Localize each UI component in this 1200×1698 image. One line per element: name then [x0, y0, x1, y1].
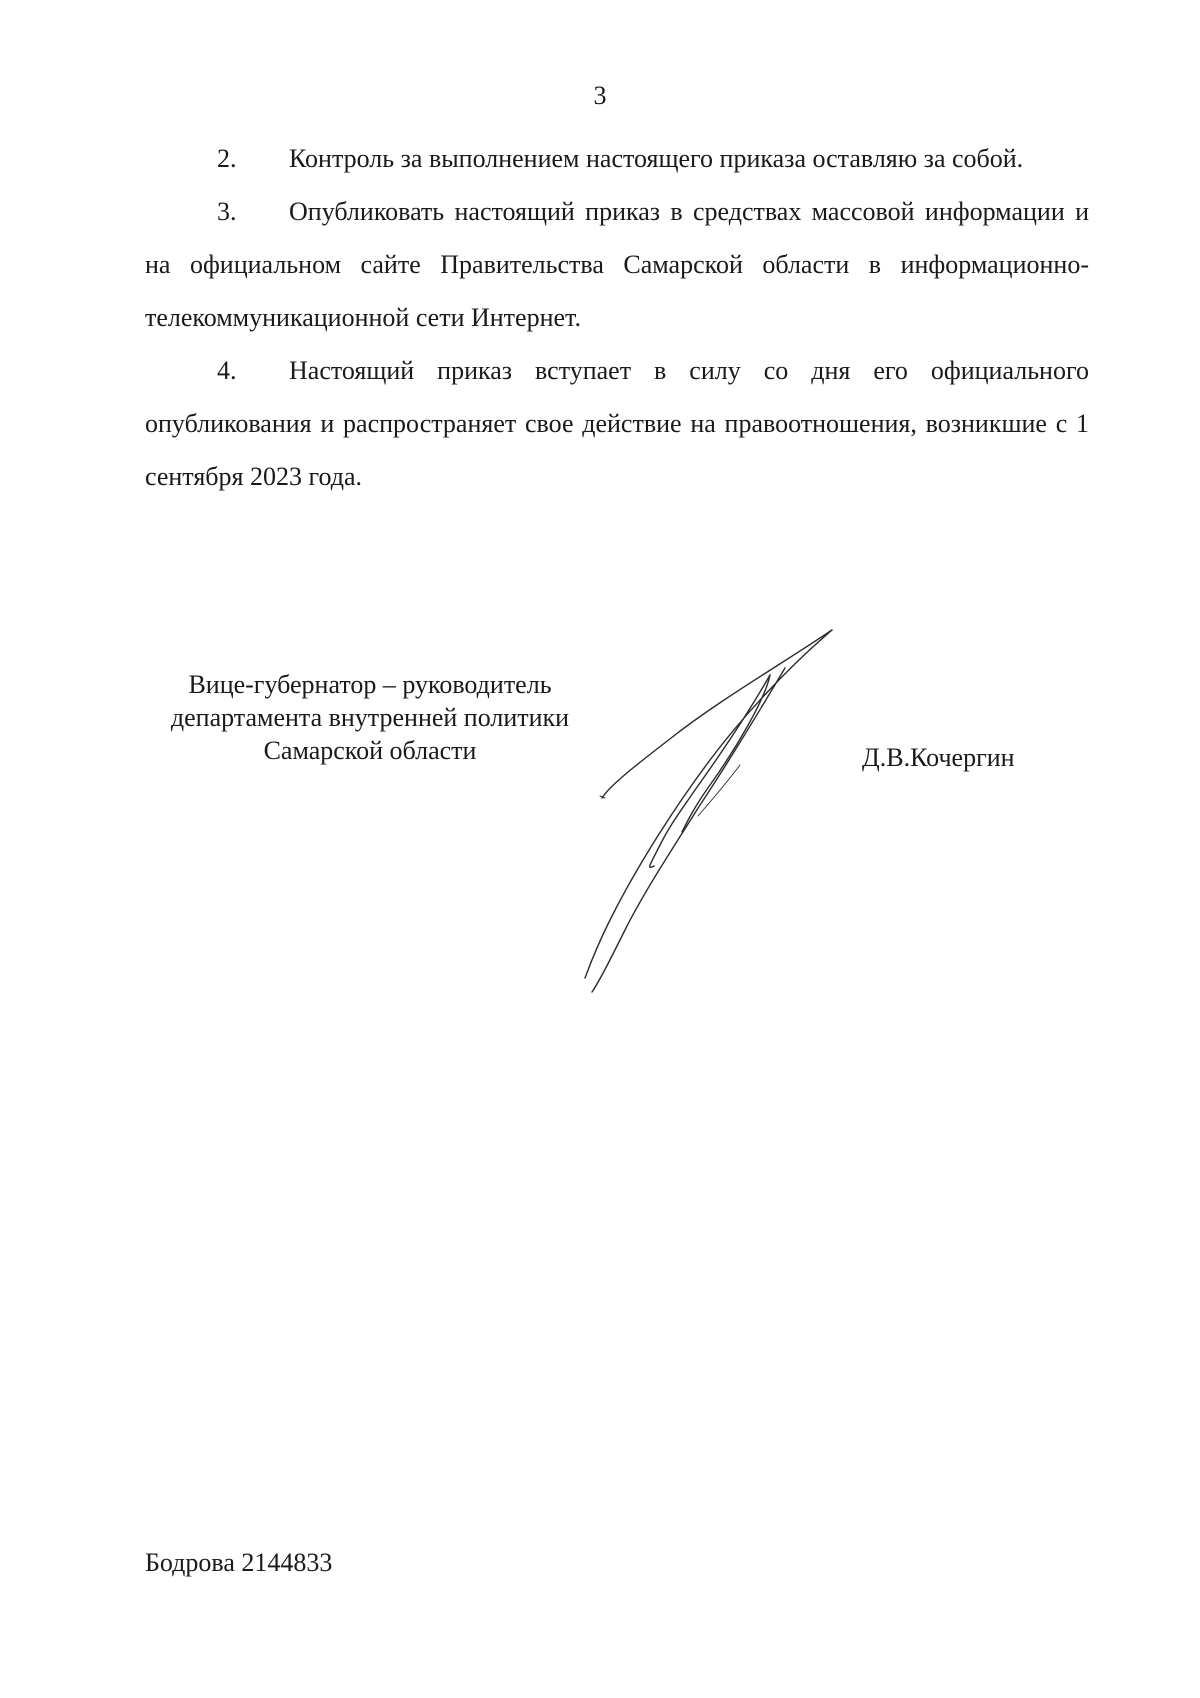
signer-name: Д.В.Кочергин: [862, 743, 1015, 772]
signatory-position: [145, 668, 595, 767]
page-number: 3: [593, 81, 607, 110]
document-body: [145, 132, 1089, 503]
paragraph-item-4: [145, 344, 1089, 503]
paragraph-text: Опубликовать настоящий приказ в средствах массовой информации и на официальном сайте Правительства Самарской области в информационно-телекоммуникационной сети Интернет.: [145, 197, 1089, 332]
position-line: Самарской области: [263, 736, 477, 765]
paragraph-item-2: [145, 132, 1089, 185]
executor-contact: Бодрова 2144833: [145, 1548, 333, 1577]
paragraph-item-3: [145, 185, 1089, 344]
handwritten-signature: [570, 620, 890, 1000]
paragraph-text: Настоящий приказ вступает в силу со дня его официального опубликования и распространяет свое действие на правоотношения, возникшие с 1 сентября 2023 года.: [145, 356, 1089, 491]
paragraph-number: 3.: [217, 197, 237, 226]
paragraph-number: 4.: [217, 356, 237, 385]
position-line: Вице-губернатор – руководитель: [188, 670, 552, 699]
paragraph-number: 2.: [217, 144, 237, 173]
paragraph-text: Контроль за выполнением настоящего приказа оставляю за собой.: [289, 144, 1024, 173]
position-line: департамента внутренней политики: [170, 703, 570, 732]
